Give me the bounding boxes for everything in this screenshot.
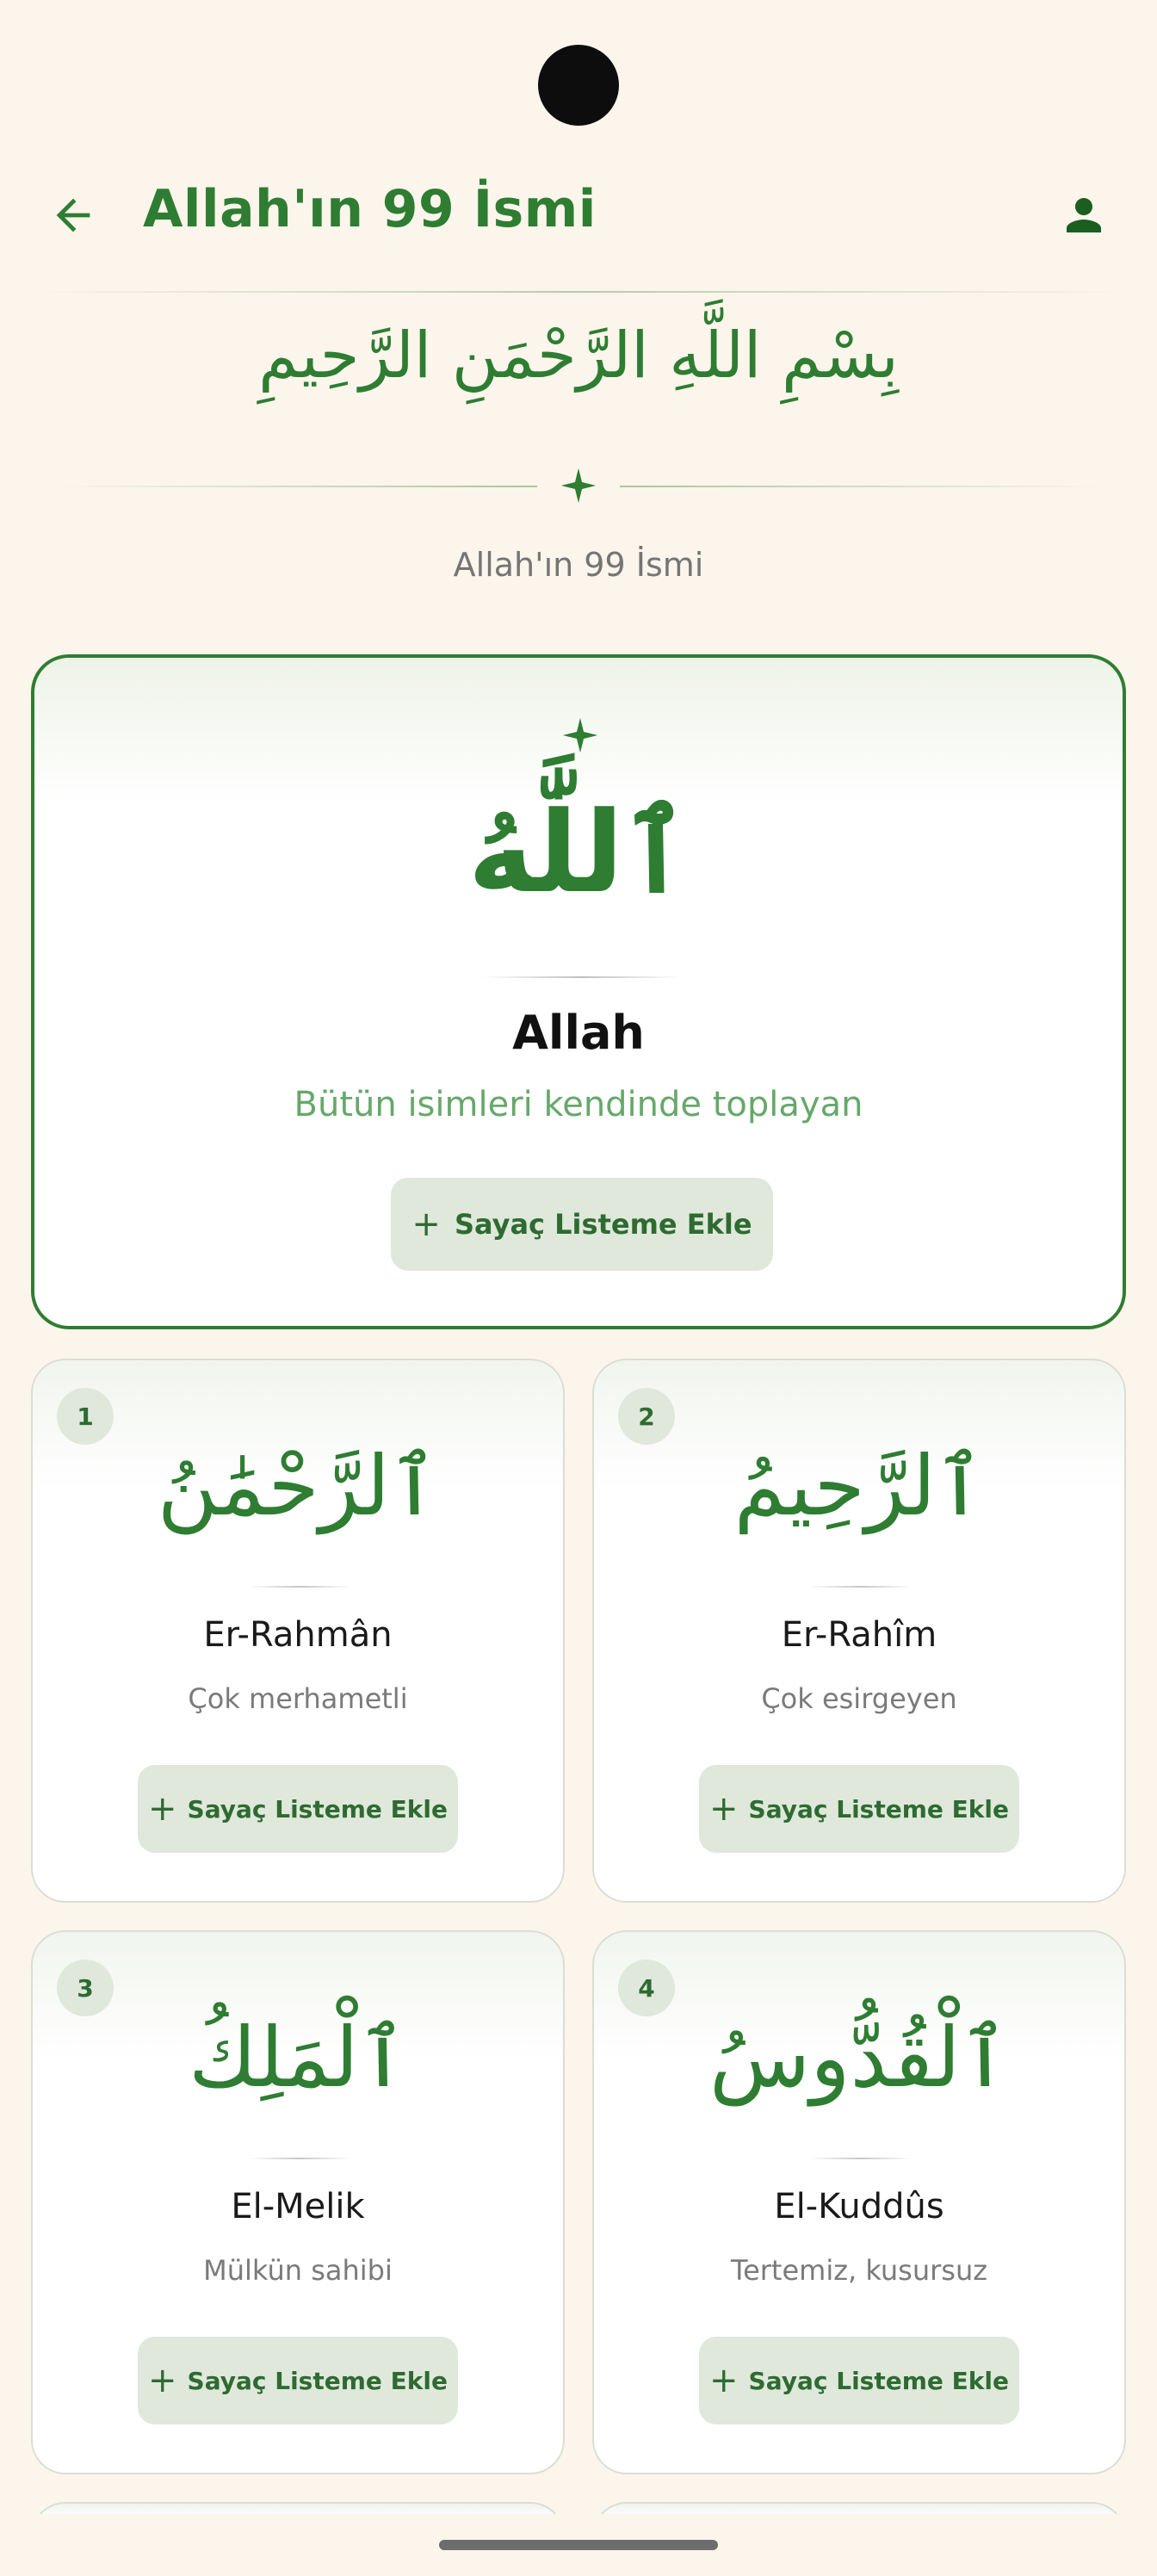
plus-icon: + [411,1204,441,1244]
name-meaning: Çok esirgeyen [761,1682,957,1715]
name-card[interactable] [31,1930,565,2474]
plus-icon: + [709,2361,739,2400]
name-card[interactable] [592,1359,1126,1903]
arrow-left-icon [48,190,98,240]
add-to-counter-button[interactable] [391,1178,773,1271]
card-divider [248,1586,351,1588]
plus-icon: + [148,1789,177,1829]
page-subtitle: Allah'ın 99 İsmi [453,546,704,584]
name-meaning: Mülkün sahibi [203,2254,393,2287]
arabic-name: ٱلرَّحِيمُ [733,1438,985,1534]
button-label: Sayaç Listeme Ekle [187,1794,448,1824]
name-number-badge: 4 [618,1960,675,2016]
arabic-name: ٱلْمَلِكُ [189,2009,407,2106]
name-number-badge: 3 [57,1960,114,2016]
front-camera [538,45,619,126]
basmala-text: بِسْمِ اللَّهِ الرَّحْمَنِ الرَّحِيمِ [258,319,899,393]
header-divider [29,291,1128,293]
app-bar [0,164,1157,258]
name-meaning: Bütün isimleri kendinde toplayan [294,1085,863,1124]
name-transliteration: El-Melik [231,2187,365,2226]
name-transliteration: El-Kuddûs [774,2187,944,2226]
button-label: Sayaç Listeme Ekle [454,1208,752,1241]
name-card[interactable] [31,1359,565,1903]
card-divider [248,2158,351,2159]
arabic-name: ٱلرَّحْمَٰنُ [157,1438,439,1534]
card-divider [809,2158,913,2159]
back-button[interactable] [34,176,112,254]
person-icon [1058,189,1110,241]
plus-icon: + [148,2361,177,2400]
name-transliteration: Er-Rahîm [781,1615,937,1655]
card-divider [809,1586,913,1588]
arabic-name: ٱلْقُدُّوسُ [709,2009,1009,2106]
name-card[interactable] [592,1930,1126,2474]
button-label: Sayaç Listeme Ekle [187,2366,448,2395]
arabic-name: ٱللَّٰهُ [467,787,690,918]
add-to-counter-button[interactable] [699,1765,1019,1853]
home-indicator[interactable] [439,2540,718,2550]
button-label: Sayaç Listeme Ekle [748,1794,1009,1824]
name-number-badge: 1 [57,1388,114,1445]
page-title: Allah'ın 99 İsmi [143,179,597,239]
name-transliteration: Allah [512,1006,645,1060]
name-number-badge: 2 [618,1388,675,1445]
featured-name-card[interactable] [31,654,1126,1329]
ornament-divider [48,465,1109,508]
sparkle-icon [560,467,597,505]
name-meaning: Tertemiz, kusursuz [730,2254,988,2287]
name-meaning: Çok merhametli [188,1682,408,1715]
plus-icon: + [709,1789,739,1829]
button-label: Sayaç Listeme Ekle [748,2366,1009,2395]
name-transliteration: Er-Rahmân [203,1615,393,1655]
card-divider [482,976,682,978]
add-to-counter-button[interactable] [138,1765,458,1853]
sparkle-icon [561,716,599,754]
add-to-counter-button[interactable] [138,2337,458,2424]
add-to-counter-button[interactable] [699,2337,1019,2424]
profile-button[interactable] [1045,176,1123,254]
